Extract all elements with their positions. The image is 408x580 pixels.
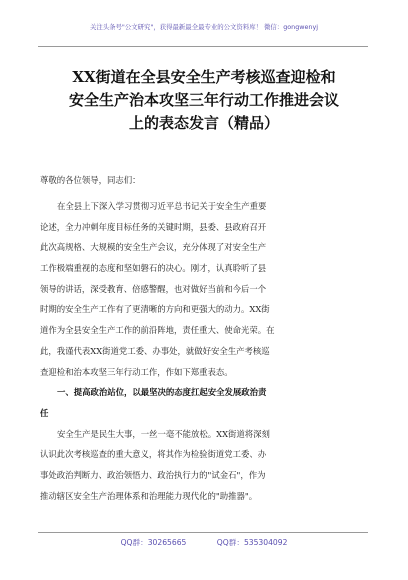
title-line: 安全生产治本攻坚三年行动工作推进会议 [68,91,339,109]
footer-qq-group-2: QQ群：535304092 [216,538,288,547]
paragraph-line: 事处政治判断力、政治领悟力、政治执行力的"试金石"，作为 [40,469,266,480]
title-line: 上的表态发言（精品） [128,114,279,132]
paragraph-line: 此，我谨代表XX街道党工委、办事处，就做好安全生产考核巡 [40,345,270,356]
title-line: XX街道在全县安全生产考核巡查迎检和 [72,68,336,86]
section-heading: 一、提高政治站位，以最坚决的态度扛起安全发展政治责 [57,387,267,398]
paragraph-line: 此次高规格、大规模的安全生产会议，充分体现了对安全生产 [40,242,267,253]
paragraph-line: 论述，全力冲刺年度目标任务的关键时期，县委、县政府召开 [40,221,267,232]
document-body [40,196,370,506]
footer [0,537,408,548]
document-title [40,66,368,135]
header-divider [38,46,368,47]
paragraph-line: 工作极端重视的态度和坚如磐石的决心。刚才，认真聆听了县 [40,263,267,274]
paragraph-line: 道作为全县安全生产工作的前沿阵地，责任重大、使命光荣。在 [40,325,275,336]
header-banner: 关注头条号"公文研究"，获得最新最全最专业的公文资料库！ 微信：gongwenyj [89,23,319,31]
paragraph-line: 认识此次考核巡查的重大意义，将其作为检验街道党工委、办 [40,449,267,460]
paragraph-line: 推动辖区安全生产治理体系和治理能力现代化的"助推器"。 [40,490,258,501]
paragraph-line: 在全县上下深入学习贯彻习近平总书记关于安全生产重要 [57,201,267,211]
paragraph-line: 时期的安全生产工作有了更清晰的方向和更强大的动力。XX街 [40,304,270,315]
paragraph-line: 安全生产是民生大事，一丝一毫不能放松。XX街道将深刻 [57,428,270,439]
paragraph-line: 查迎检和治本攻坚三年行动工作，作如下郑重表态。 [40,366,233,377]
section-heading: 任 [40,407,49,418]
footer-divider [38,532,368,533]
footer-qq-group-1: QQ群：30265665 [120,538,187,547]
paragraph-line: 领导的讲话，深受教育、倍感警醒，也对做好当前和今后一个 [40,283,267,294]
greeting: 尊敬的各位领导，同志们： [40,175,141,185]
